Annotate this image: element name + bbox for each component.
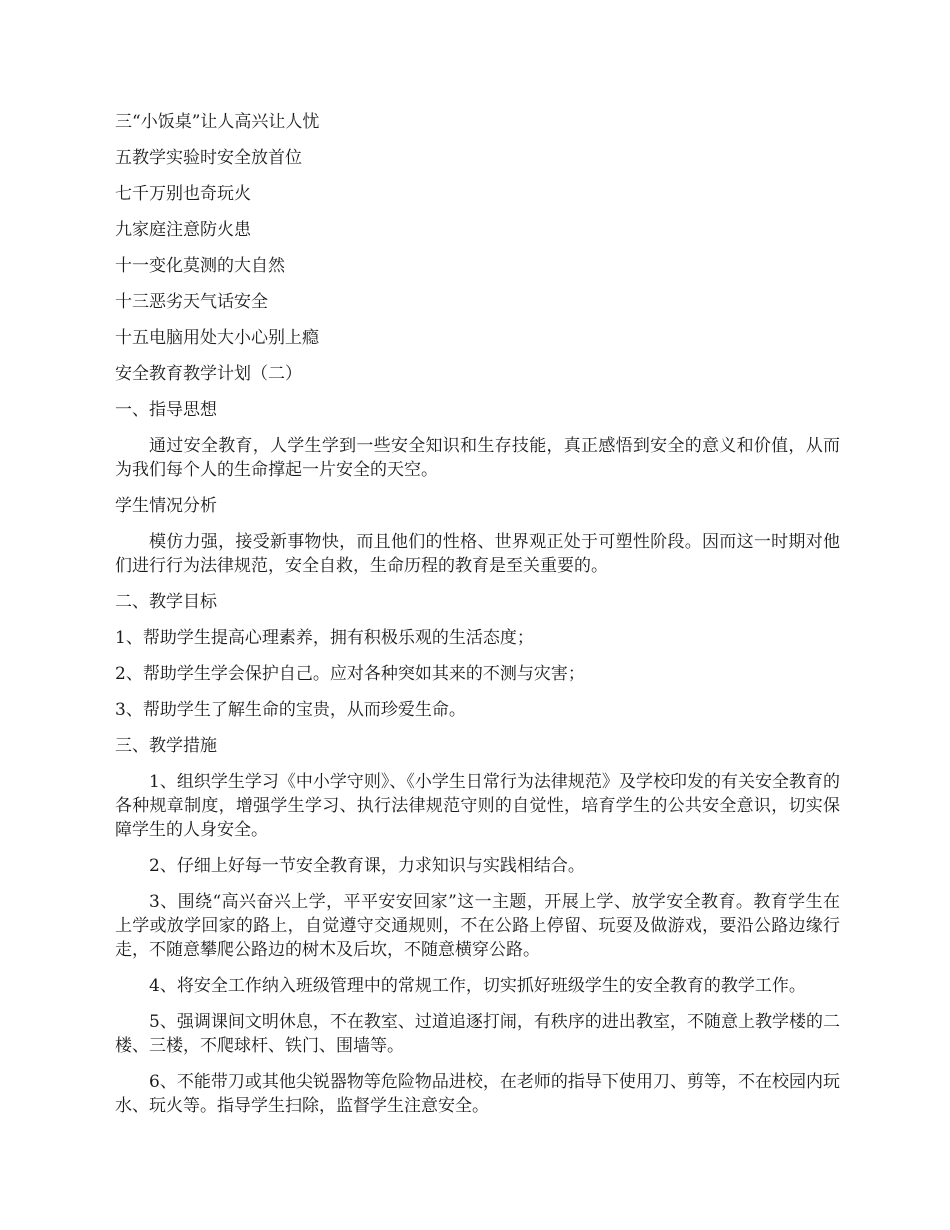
paragraph-guiding-thought: 通过安全教育，人学生学到一些安全知识和生存技能，真正感悟到安全的意义和价值，从而为我们每个人的生命撑起一片安全的天空。: [115, 436, 840, 480]
toc-item: 十一变化莫测的大自然: [115, 256, 285, 276]
toc-list: [115, 110, 840, 350]
measure-item: 6、不能带刀或其他尖锐器物等危险物品进校，在老师的指导下使用刀、剪等，不在校园内玩水、玩火等。指导学生扫除，监督学生注意安全。: [115, 1072, 840, 1116]
plan-title: 安全教育教学计划（二）: [115, 364, 302, 384]
measure-item: 5、强调课间文明休息，不在教室、过道追逐打闹，有秩序的进出教室，不随意上教学楼的二楼、三楼，不爬球杆、铁门、围墙等。: [115, 1012, 840, 1056]
toc-item: 三“小饭桌”让人高兴让人忧: [115, 112, 320, 132]
measure-item: 1、组织学生学习《中小学守则》、《小学生日常行为法律规范》及学校印发的有关安全教育的各种规章制度，增强学生学习、执行法律规范守则的自觉性，培育学生的公共安全意识，切实保障学生的人身安全。: [115, 772, 840, 840]
toc-item: 九家庭注意防火患: [115, 220, 251, 240]
toc-item: 十三恶劣天气话安全: [115, 292, 268, 312]
toc-item: 五教学实验时安全放首位: [115, 148, 302, 168]
section-heading-guiding-thought: 一、指导思想: [115, 400, 217, 420]
goal-item: 3、帮助学生了解生命的宝贵，从而珍爱生命。: [115, 700, 466, 720]
toc-item: 十五电脑用处大小心别上瘾: [115, 328, 319, 348]
toc-item: 七千万别也奇玩火: [115, 184, 251, 204]
goal-item: 1、帮助学生提高心理素养，拥有积极乐观的生活态度；: [115, 628, 534, 648]
goal-item: 2、帮助学生学会保护自己。应对各种突如其来的不测与灾害；: [115, 664, 585, 684]
measure-item: 4、将安全工作纳入班级管理中的常规工作，切实抓好班级学生的安全教育的教学工作。: [149, 976, 806, 996]
measure-item: 2、仔细上好每一节安全教育课，力求知识与实践相结合。: [149, 856, 585, 876]
measure-item: 3、围绕“高兴奋兴上学，平平安安回家”这一主题，开展上学、放学安全教育。教育学生在上学或放学回家的路上，自觉遵守交通规则，不在公路上停留、玩耍及做游戏，要沿公路边缘行走，不随意攀爬公路边的树木及后坎，不随意横穿公路。: [115, 892, 840, 960]
section-heading-teaching-measures: 三、教学措施: [115, 736, 217, 756]
paragraph-student-analysis: 模仿力强，接受新事物快，而且他们的性格、世界观正处于可塑性阶段。因而这一时期对他们进行行为法律规范，安全自救，生命历程的教育是至关重要的。: [115, 532, 840, 576]
section-heading-student-analysis: 学生情况分析: [115, 496, 217, 516]
section-heading-teaching-goals: 二、教学目标: [115, 592, 217, 612]
